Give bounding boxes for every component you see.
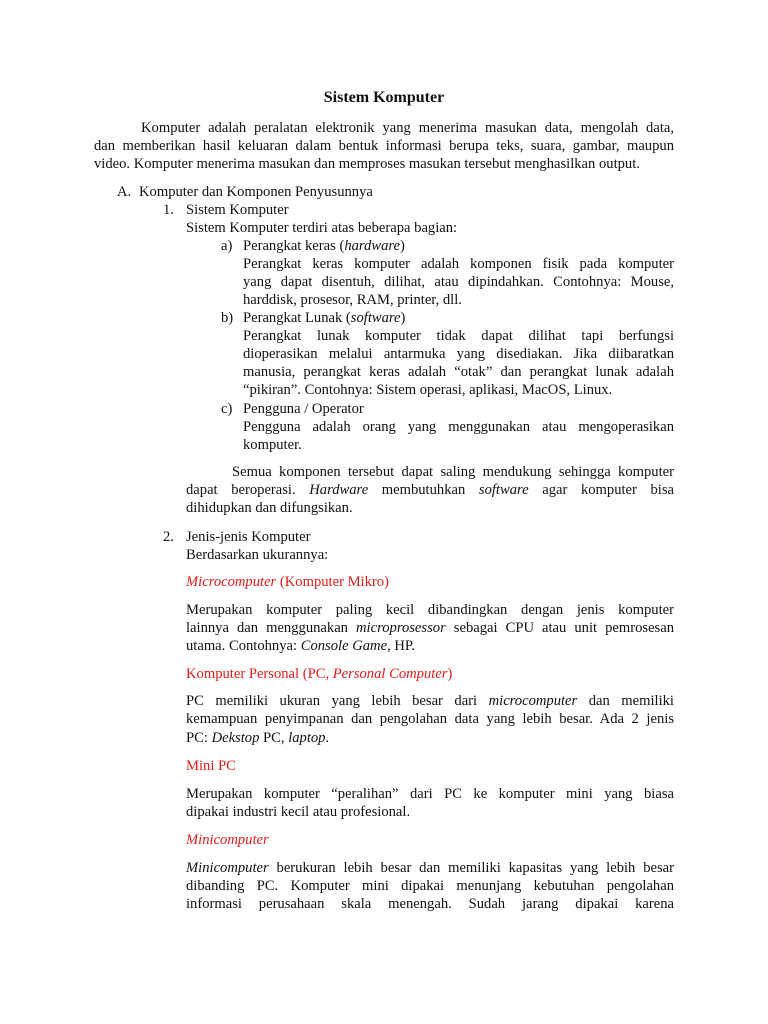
micro-heading: Microcomputer (Komputer Mikro) xyxy=(186,574,389,590)
sub-b-line-4: “pikiran”. Contohnya: Sistem operasi, aplikasi, MacOS, Linux. xyxy=(243,382,613,398)
sub-c-marker: c) xyxy=(221,401,233,417)
sub-a-label: Perangkat keras (hardware) xyxy=(243,238,405,254)
micro-line-3: utama. Contohnya: Console Game, HP. xyxy=(186,638,416,654)
sub-b-label: Perangkat Lunak (software) xyxy=(243,310,406,326)
sub-a-marker: a) xyxy=(221,238,233,254)
sub-c-line-1: Pengguna adalah orang yang menggunakan atau mengoperasikan xyxy=(243,419,674,435)
sub-a-line-3: harddisk, prosesor, RAM, printer, dll. xyxy=(243,292,462,308)
pc-heading: Komputer Personal (PC, Personal Computer) xyxy=(186,666,453,682)
mini-line-3: informasi perusahaan skala menengah. Sudah jarang dipakai karena xyxy=(186,896,674,912)
sub-b-line-1: Perangkat lunak komputer tidak dapat dilihat tapi berfungsi xyxy=(243,328,674,344)
summary-line-3: dihidupkan dan difungsikan. xyxy=(186,500,353,516)
pc-line-3: PC: Dekstop PC, laptop. xyxy=(186,730,330,746)
page-title: Sistem Komputer xyxy=(323,89,445,106)
item-1-heading: Sistem Komputer xyxy=(186,202,289,218)
pc-line-1: PC memiliki ukuran yang lebih besar dari microcomputer dan memiliki xyxy=(186,693,674,709)
intro-line-1: Komputer adalah peralatan elektronik yang menerima masukan data, mengolah data, xyxy=(141,120,674,136)
mini-line-1: Minicomputer berukuran lebih besar dan memiliki kapasitas yang lebih besar xyxy=(186,860,674,876)
sub-a-line-2: yang dapat disentuh, dilihat, atau dipindahkan. Contohnya: Mouse, xyxy=(243,274,674,290)
item-2-intro: Berdasarkan ukurannya: xyxy=(186,547,329,563)
minipc-heading: Mini PC xyxy=(186,758,236,774)
section-a-heading: Komputer dan Komponen Penyusunnya xyxy=(139,184,373,200)
summary-line-1: Semua komponen tersebut dapat saling mendukung sehingga komputer xyxy=(232,464,674,480)
sub-b-marker: b) xyxy=(221,310,234,326)
item-1-intro: Sistem Komputer terdiri atas beberapa bagian: xyxy=(186,220,458,236)
pc-line-2: kemampuan penyimpanan dan pengolahan data yang lebih besar. Ada 2 jenis xyxy=(186,711,674,727)
minipc-line-2: dipakai industri kecil atau profesional. xyxy=(186,804,411,820)
item-1-marker: 1. xyxy=(163,202,174,218)
micro-line-1: Merupakan komputer paling kecil dibandingkan dengan jenis komputer xyxy=(186,602,674,618)
intro-line-2: dan memberikan hasil keluaran dalam bentuk informasi berupa teks, suara, gambar, maupun xyxy=(94,138,674,154)
mini-line-2: dibanding PC. Komputer mini dipakai menunjang kebutuhan pengolahan xyxy=(186,878,674,894)
intro-line-3: video. Komputer menerima masukan dan memproses masukan tersebut menghasilkan output. xyxy=(94,156,640,172)
summary-line-2: dapat beroperasi. Hardware membutuhkan software agar komputer bisa xyxy=(186,482,675,498)
mini-heading: Minicomputer xyxy=(186,832,269,848)
item-2-marker: 2. xyxy=(163,529,174,545)
sub-b-line-3: manusia, perangkat keras adalah “otak” dan perangkat lunak adalah xyxy=(243,364,674,380)
sub-a-line-1: Perangkat keras komputer adalah komponen fisik pada komputer xyxy=(243,256,674,272)
minipc-line-1: Merupakan komputer “peralihan” dari PC ke komputer mini yang biasa xyxy=(186,786,674,802)
sub-c-label: Pengguna / Operator xyxy=(243,401,364,417)
section-a-marker: A. xyxy=(117,184,132,200)
item-2-heading: Jenis-jenis Komputer xyxy=(186,529,311,545)
sub-c-line-2: komputer. xyxy=(243,437,302,453)
micro-line-2: lainnya dan menggunakan microprosessor sebagai CPU atau unit pemrosesan xyxy=(186,620,674,636)
sub-b-line-2: dioperasikan melalui antarmuka yang disediakan. Jika diibaratkan xyxy=(243,346,674,362)
